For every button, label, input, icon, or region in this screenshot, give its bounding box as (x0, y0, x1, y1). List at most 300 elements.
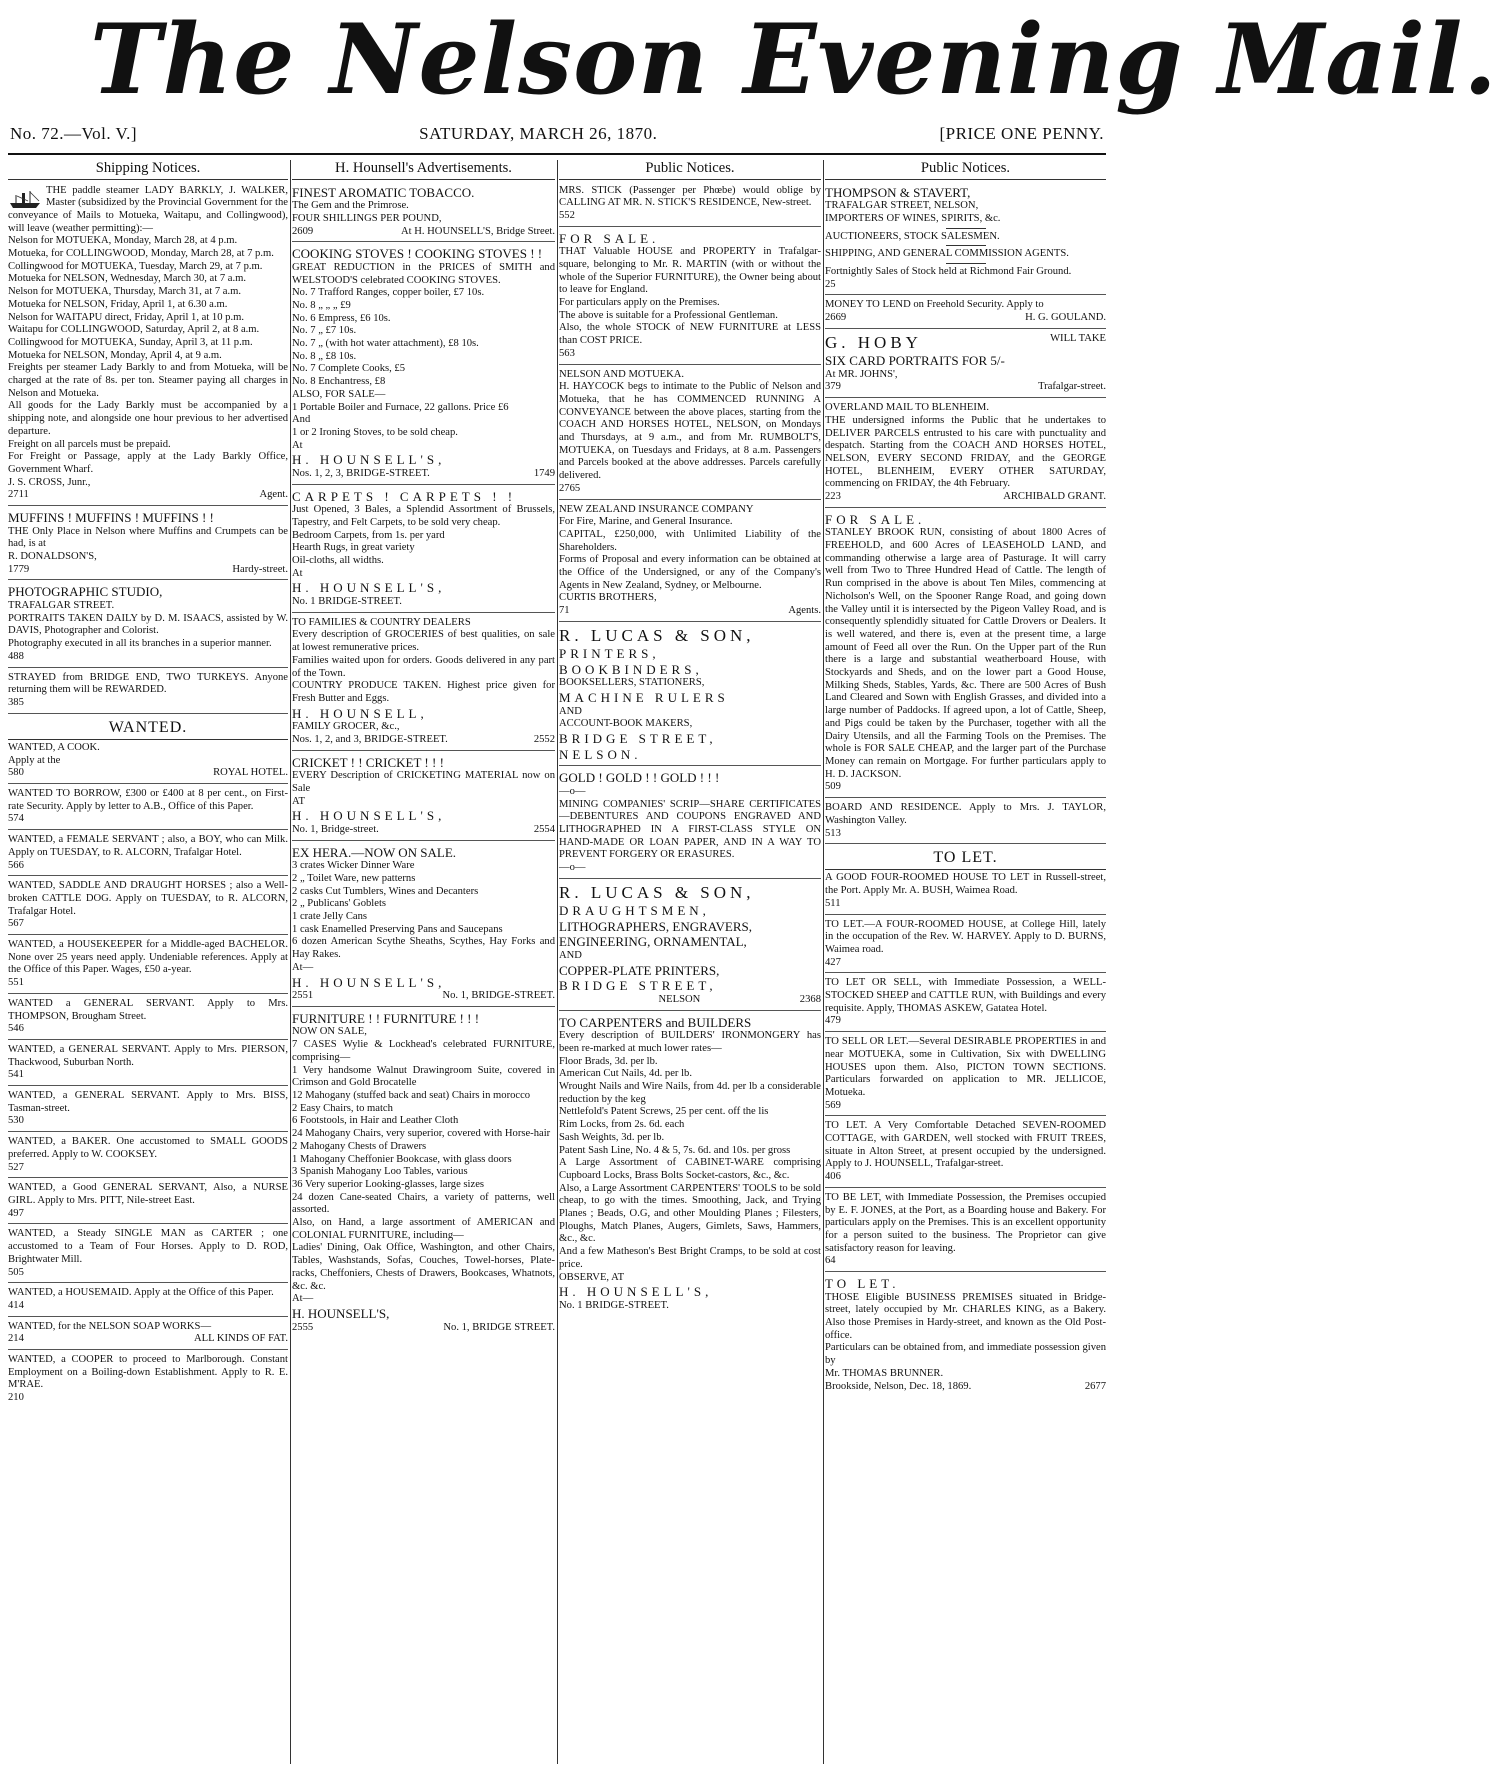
ad-signature: ROYAL HOTEL. (213, 767, 288, 779)
ad-text: ENGINEERING, ORNAMENTAL, (559, 934, 747, 950)
list-item: No. 8 Enchantress, £8 (292, 376, 386, 388)
ad-text: At (292, 439, 303, 451)
ad-heading: NELSON AND MOTUEKA. (559, 368, 685, 380)
ad-nelson-motueka (559, 367, 821, 500)
ad-text: OBSERVE, AT (559, 1271, 625, 1283)
ad-text: A Large Assortment of CABINET-WARE comprising Cupboard Locks, Brass Bolts Socket-castors, &c., &c. (559, 1157, 821, 1181)
ad-text: IMPORTERS OF WINES, SPIRITS, &c. (825, 212, 1001, 224)
ad-number: 509 (825, 781, 841, 793)
ad-to-let (825, 1118, 1106, 1188)
ad-number: 574 (8, 813, 24, 825)
ad-text: Apply at the (8, 754, 61, 766)
list-item: 12 Mahogany (stuffed back and seat) Chairs in morocco (292, 1090, 531, 1101)
list-item: Sash Weights, 3d. per lb. (559, 1131, 665, 1143)
ad-muffins (8, 508, 288, 580)
ad-money-to-lend (825, 297, 1106, 328)
ad-text: Particulars can be obtained from, and immediate possession given by (825, 1342, 1106, 1367)
ad-heading: MUFFINS ! MUFFINS ! MUFFINS ! ! (8, 510, 214, 526)
ad-number: 546 (8, 1023, 24, 1035)
ad-number: 527 (8, 1161, 24, 1173)
ad-address: TRAFALGAR STREET, NELSON, (825, 200, 979, 212)
ad-text: THOSE Eligible BUSINESS PREMISES situated in Bridge-street, lately occupied by Mr. CHARLES KING, as a Bakery. Also those Premises in Hardy-street, and known as the Old Post-office. (825, 1291, 1106, 1341)
ad-heading: G. HOBY (825, 332, 922, 352)
ad-text: COPPER-PLATE PRINTERS, (559, 962, 720, 978)
section-header: Shipping Notices. (8, 160, 288, 180)
ad-text: H. HAYCOCK begs to intimate to the Public of Nelson and Motueka, that he has COMMENCED RUNNING A CONVEYANCE between the above places, starting from the COACH AND HORSES HOTEL, NELSON, on Mondays and Thursdays, at 9 a.m., and from Mr. RUMBOLT'S, MOTUEKA, on Tuesdays and Fridays, at 8 a.m. Passengers and Parcels booked at the above addresses. Parcels carefully delivered. (559, 381, 821, 482)
ad-stanley-brook-run (825, 510, 1106, 798)
list-item: 1 Mahogany Cheffonier Bookcase, with glass doors (292, 1153, 512, 1165)
ad-signature: Mr. THOMAS BRUNNER. (825, 1367, 944, 1379)
ad-board-residence (825, 800, 1106, 844)
schedule-line: Nelson for WAITAPU direct, Friday, April 1, at 10 p.m. (8, 311, 245, 323)
ad-number: 497 (8, 1207, 24, 1219)
ad-text: BOARD AND RESIDENCE. Apply to Mrs. J. TAYLOR, Washington Valley. (825, 802, 1106, 826)
column-rule (557, 160, 558, 1764)
ad-text: EVERY Description of CRICKETING MATERIAL now on Sale (292, 770, 555, 794)
ad-text: TO SELL OR LET.—Several DESIRABLE PROPERTIES in and near MOTUEKA, some in Cultivation, Six with DWELLING HOUSES upon them. Also, PICTON TOWN SECTIONS. Particulars forwarded on application to MR. JELLICOE, Motueka. (825, 1036, 1106, 1098)
ad-signature: H. HOUNSELL'S, (559, 1284, 713, 1300)
ad-text: Forms of Proposal and every information can be obtained at the Office of the Undersigned, or any of the Company's Agents in New Zealand, Sydney, or Melbourne. (559, 554, 821, 591)
section-header: H. Hounsell's Advertisements. (292, 160, 555, 180)
ad-text: AND (559, 950, 582, 962)
ad-text: 7 CASES Wylie & Lockhead's celebrated FURNITURE, comprising— (292, 1039, 555, 1063)
ad-text: Also, a Large Assortment CARPENTERS' TOOLS to be sold cheap, to go with the times. Smoothing, Jack, and Trying Planes ; Beads, O.G, and other Moulding Planes ; Filesters, Ploughs, Match Planes, Augers, Gimlets, Saws, Hammers, &c., &c. (559, 1182, 821, 1245)
ad-text: PORTRAITS TAKEN DAILY by D. M. ISAACS, assisted by W. DAVIS, Photographer and Colorist. (8, 612, 288, 637)
ad-number: 479 (825, 1015, 841, 1027)
ad-text: For particulars apply on the Premises. (559, 297, 720, 309)
ad-text: THE undersigned informs the Public that he undertakes to DELIVER PARCELS entrusted to his care with punctuality and despatch. Starting from the COACH AND HORSES HOTEL, NELSON, EVERY SECOND FRIDAY, and the GEORGE HOTEL, BLENHEIM, EVERY OTHER SATURDAY, commencing on FRIDAY, the 4th February. (825, 414, 1106, 490)
ad-text: PRINTERS, (559, 646, 660, 662)
list-item: Floor Brads, 3d. per lb. (559, 1055, 658, 1067)
ad-number: 1749 (533, 467, 555, 479)
ad-text: All goods for the Lady Barkly must be accompanied by a shipping note, and alongside one hour previous to her advertised departure. (8, 400, 288, 437)
ad-address: No. 1 BRIDGE-STREET. (559, 1299, 669, 1311)
ad-text: LITHOGRAPHERS, ENGRAVERS, (559, 918, 752, 934)
ad-text: WANTED, a HOUSEMAID. Apply at the Office of this Paper. (8, 1287, 274, 1299)
ad-divider: —o— (559, 785, 586, 797)
ad-text: 1 Portable Boiler and Furnace, 22 gallons. Price £6 (292, 401, 509, 413)
schedule-line: Motueka, for COLLINGWOOD, Monday, March 28, at 7 p.m. (8, 248, 274, 260)
ad-number: 513 (825, 827, 841, 839)
ad-text: TO LET. A Very Comfortable Detached SEVEN-ROOMED COTTAGE, with GARDEN, well stocked with FRUIT TREES, situate in Alton Street, at present occupied by the undersigned. Apply to J. HOUNSELL, Trafalgar-street. (825, 1120, 1106, 1170)
ad-to-let (825, 975, 1106, 1032)
ad-signature: Agent. (259, 489, 288, 501)
ad-text: TO LET OR SELL, with Immediate Possession, a WELL-STOCKED SHEEP and CATTLE RUN, with Buildings and every requisite. Apply, THOMAS ASKEW, Gatatea Hotel. (825, 977, 1106, 1014)
schedule-line: Waitapu for COLLINGWOOD, Saturday, April 2, at 8 a.m. (8, 324, 260, 336)
ad-strayed (8, 670, 288, 714)
ad-divider: —o— (559, 862, 586, 874)
ad-text: WANTED a GENERAL SERVANT. Apply to Mrs. THOMPSON, Brougham Street. (8, 997, 288, 1022)
ad-wanted (8, 878, 288, 935)
schedule-line: Collingwood for MOTUEKA, Sunday, April 3, at 11 p.m. (8, 336, 253, 348)
list-item: 3 crates Wicker Dinner Ware (292, 860, 415, 872)
ad-text: And a few Matheson's Best Bright Cramps, to be sold at cost price. (559, 1246, 821, 1270)
ad-wanted (8, 996, 288, 1040)
ad-number: 2669 (825, 312, 847, 324)
ad-text: At— (292, 961, 314, 973)
ad-text: DRAUGHTSMEN, (559, 903, 710, 919)
ad-wanted (8, 1285, 288, 1316)
ad-signature: H. HOUNSELL'S, (292, 1305, 390, 1321)
ad-text: AND (559, 705, 582, 717)
list-item: 24 Mahogany Chairs, very superior, covered with Horse-hair (292, 1128, 551, 1140)
ad-text: MONEY TO LEND on Freehold Security. Apply to (825, 299, 1044, 311)
ad-text: At (292, 567, 303, 579)
list-item: Nettlefold's Patent Screws, 25 per cent. off the lis (559, 1106, 769, 1118)
masthead-title: The Nelson Evening Mail. (90, 3, 1498, 116)
ad-to-let (825, 1190, 1106, 1272)
ad-number: 580 (8, 767, 24, 779)
ad-number: 71 (559, 605, 570, 617)
ad-text: MACHINE RULERS (559, 690, 729, 706)
ad-text: And (292, 414, 311, 426)
ad-to-let (825, 1034, 1106, 1116)
list-item: No. 8 „ „ „ £9 (292, 299, 351, 311)
ad-number: 2368 (799, 993, 821, 1005)
ad-heading: R. LUCAS & SON, (559, 625, 755, 645)
ad-tobacco (292, 183, 555, 243)
ad-text: AUCTIONEERS, STOCK SALESMEN. (825, 230, 1000, 242)
ad-text: AT (292, 795, 305, 807)
divider (946, 228, 986, 229)
ad-number: 379 (825, 381, 841, 393)
ad-wanted (8, 1319, 288, 1350)
ad-number: 1779 (8, 563, 30, 575)
ad-number: 210 (8, 1392, 24, 1404)
ad-number: 427 (825, 956, 841, 968)
ad-signature: H. G. GOULAND. (1025, 312, 1106, 324)
ad-signature: H. HOUNSELL'S, (292, 974, 446, 990)
ad-text: Families waited upon for orders. Goods delivered in any part of the Town. (292, 654, 555, 679)
ad-number: 552 (559, 209, 575, 221)
list-item: 2 casks Cut Tumblers, Wines and Decanters (292, 885, 479, 897)
ad-text: WANTED, a GENERAL SERVANT. Apply to Mrs. BISS, Tasman-street. (8, 1090, 288, 1114)
ad-heading: NEW ZEALAND INSURANCE COMPANY (559, 503, 754, 515)
ad-heading: CARPETS ! CARPETS ! ! (292, 488, 517, 504)
ad-wanted (8, 1226, 288, 1283)
list-item: No. 6 Empress, £6 10s. (292, 312, 391, 324)
issue-number: No. 72.—Vol. V.] (10, 123, 138, 143)
list-item: 2 „ Publicans' Goblets (292, 898, 387, 910)
ad-lucas-printers (559, 624, 821, 766)
list-item: No. 7 „ £7 10s. (292, 325, 357, 337)
ad-heading: EX HERA.—NOW ON SALE. (292, 844, 457, 860)
ad-number: 2551 (292, 990, 314, 1002)
ad-number: 530 (8, 1115, 24, 1127)
list-item: 1 crate Jelly Cans (292, 911, 368, 923)
section-header-to-let: TO LET. (825, 846, 1106, 870)
column-shipping-wanted (8, 160, 288, 1766)
ad-text: Every description of GROCERIES of best qualities, on sale at lowest remunerative prices. (292, 629, 555, 654)
ad-number: 488 (8, 650, 24, 662)
issue-price: [PRICE ONE PENNY. (939, 123, 1104, 143)
ad-text: Ladies' Dining, Oak Office, Washington, and other Chairs, Tables, Washstands, Sofas, Couches, Towel-horses, Plate-racks, Cheffoniers, Chests of Drawers, Bookcases, Whatnots, &c. &c. (292, 1242, 555, 1292)
ad-number: 385 (8, 697, 24, 708)
ad-to-let-business-premises (825, 1274, 1106, 1396)
ad-wanted (8, 1042, 288, 1086)
section-header-wanted: WANTED. (8, 716, 288, 740)
ad-text: MINING COMPANIES' SCRIP—SHARE CERTIFICATES—DEBENTURES AND COUPONS ENGRAVED AND LITHOGRAPHED IN A FIRST-CLASS STYLE ON HAND-MADE OR LOAN PAPER, AND IN A WAY TO PREVENT FORGERY OR ERASURES. (559, 798, 821, 861)
column-public-notices-1 (559, 160, 821, 1766)
ad-text: WANTED, a GENERAL SERVANT. Apply to Mrs. PIERSON, Thackwood, Suburban North. (8, 1043, 288, 1068)
ad-number: 414 (8, 1299, 24, 1311)
ad-subheading: The Gem and the Primrose. (292, 200, 409, 212)
ad-text: THE paddle steamer LADY BARKLY, J. WALKER, Master (subsidized by the Provincial Government for the conveyance of Mails to Motueka, Waitapu, and Collingwood), will leave (weather permitting):— (8, 184, 288, 234)
ad-number: 566 (8, 859, 24, 871)
ad-heading: OVERLAND MAIL TO BLENHEIM. (825, 402, 989, 414)
ad-signature: H. HOUNSELL, (292, 705, 428, 721)
ad-text: FOUR SHILLINGS PER POUND, (292, 212, 442, 224)
ad-nz-insurance (559, 502, 821, 622)
ad-number: 223 (825, 491, 841, 503)
ad-number: 551 (8, 977, 24, 989)
schedule-line: Nelson for MOTUEKA, Monday, March 28, at 4 p.m. (8, 235, 238, 247)
ad-address: NELSON (658, 993, 701, 1005)
ad-text: ACCOUNT-BOOK MAKERS, (559, 718, 693, 730)
ad-heading: PHOTOGRAPHIC STUDIO, (8, 584, 163, 600)
ad-heading: CRICKET ! ! CRICKET ! ! ! (292, 754, 444, 770)
ad-text: The above is suitable for a Professional Gentleman. (559, 309, 778, 321)
ad-wanted-cook (8, 740, 288, 784)
ad-text: SIX CARD PORTRAITS FOR 5/- (825, 353, 1005, 369)
schedule-line: Motueka for NELSON, Friday, April 1, at 6.30 a.m. (8, 298, 228, 310)
ad-to-let (825, 870, 1106, 914)
ad-wanted (8, 786, 288, 830)
ad-subheading: FAMILY GROCER, &c., (292, 721, 400, 733)
ad-cooking-stoves (292, 244, 555, 484)
ad-number: 214 (8, 1333, 24, 1345)
ad-heading: FINEST AROMATIC TOBACCO. (292, 184, 475, 200)
divider (946, 263, 986, 264)
ad-text: WANTED, for the NELSON SOAP WORKS— (8, 1320, 212, 1332)
list-item: 6 dozen American Scythe Sheaths, Scythes, Hay Forks and Hay Rakes. (292, 936, 555, 961)
ad-text: WANTED, a FEMALE SERVANT ; also, a BOY, who can Milk. Apply on TUESDAY, to R. ALCORN, Trafalgar Hotel. (8, 834, 288, 858)
ad-wanted (8, 1088, 288, 1132)
ad-carpenters-builders (559, 1013, 821, 1316)
ad-signature: H. HOUNSELL'S, (292, 808, 446, 824)
ad-text: MRS. STICK (Passenger per Phœbe) would oblige by CALLING AT MR. N. STICK'S RESIDENCE, New-street. (559, 184, 821, 209)
ad-gold-scrip (559, 768, 821, 879)
ad-text: Fortnightly Sales of Stock held at Richmond Fair Ground. (825, 265, 1072, 277)
list-item: American Cut Nails, 4d. per lb. (559, 1068, 692, 1080)
ad-heading: R. LUCAS & SON, (559, 882, 755, 902)
ad-text: Freight on all parcels must be prepaid. (8, 438, 171, 450)
issue-date: SATURDAY, MARCH 26, 1870. (419, 123, 658, 143)
ad-text: BOOKBINDERS, (559, 661, 703, 677)
column-rule (290, 160, 291, 1764)
ad-text: 1 or 2 Ironing Stoves, to be sold cheap. (292, 426, 458, 438)
ad-number: 511 (825, 897, 841, 909)
ad-heading: FOR SALE. (825, 511, 926, 527)
ad-number: 25 (825, 278, 836, 290)
list-item: No. 7 „ (with hot water attachment), £8 10s. (292, 338, 479, 350)
ad-number: 563 (559, 347, 575, 359)
ad-heading: TO LET. (825, 1276, 900, 1292)
schedule-line: Nelson for MOTUEKA, Thursday, March 31, at 7 a.m. (8, 286, 242, 298)
list-item: 2 Easy Chairs, to match (292, 1102, 393, 1114)
section-header: Public Notices. (559, 160, 821, 180)
ad-cricket (292, 753, 555, 841)
ad-text: NELSON. (559, 746, 642, 762)
list-item: Oil-cloths, all widths. (292, 555, 384, 567)
ad-subheading: NOW ON SALE, (292, 1026, 367, 1038)
ad-text: ALL KINDS OF FAT. (194, 1333, 288, 1345)
ad-mrs-stick (559, 183, 821, 227)
list-item: 1 cask Enamelled Preserving Pans and Saucepans (292, 923, 503, 935)
ad-text: STANLEY BROOK RUN, consisting of about 1800 Acres of FREEHOLD, and 600 Acres of LEASEHOLD LAND, and commanding otherwise a large area of Pasturage. It will carry well from Two to Three Hundred Head of Cattle. The length of Run comprised in the above is about Ten Miles, commencing at Nicholson's Well, on the Spooner Range Road, and going down the Valley until it is intersected by the Pigeon Valley Road, and is consequently splendidly situated for Cattle Drovers or Dealers. It is well watered, and there is, even at the present time, a large amount of Feed all over the Run. On the Upper part of the Run there is a large and substantial weatherboard House, with Stockyards and Sheds, and on the lower part a Good House, Milking Sheds, Stables, Yards, &c. There are 500 Acres of Bush Land Cleared and Sown with English Grasses, and divided into a large number of Paddocks. If agreed upon, a lot of Cattle, Sheep, and Pigs could be taken by the Purchaser, together with all the Dairy Utensils, and all the Farming Tools on the Premises. The whole is FOR SALE CHEAP, and the larger part of the Purchase Money can remain on Mortgage. For further particulars apply to H. D. JACKSON. (825, 527, 1106, 780)
ad-text: At— (292, 1293, 314, 1305)
ad-text: Also, on Hand, a large assortment of AMERICAN and COLONIAL FURNITURE, including— (292, 1217, 555, 1241)
ad-text: WANTED, a Steady SINGLE MAN as CARTER ; one accustomed to a Team of Four Horses. Apply to D. ROD, Brightwater Mill. (8, 1228, 288, 1265)
ad-text: Also, the whole STOCK of NEW FURNITURE at LESS than COST PRICE. (559, 322, 821, 347)
ad-families (292, 615, 555, 751)
list-item: Hearth Rugs, in great variety (292, 542, 415, 554)
ad-carpets (292, 487, 555, 613)
list-item: 1 Very handsome Walnut Drawingroom Suite, covered in Crimson and Gold Brocatelle (292, 1064, 555, 1089)
list-item: Wrought Nails and Wire Nails, from 4d. per lb a considerable reduction by the keg (559, 1081, 821, 1105)
ad-number: 2552 (533, 733, 555, 745)
ad-wanted (8, 937, 288, 994)
ad-signature: J. S. CROSS, Junr., (8, 476, 91, 488)
ad-text: At MR. JOHNS', (825, 368, 898, 380)
ad-text: WANTED, a BAKER. One accustomed to SMALL GOODS preferred. Apply to W. COOKSEY. (8, 1136, 288, 1160)
ad-furniture (292, 1009, 555, 1337)
ad-text: WILL TAKE (1050, 332, 1106, 344)
ad-number: 2609 (292, 225, 314, 237)
schedule-line: Motueka for NELSON, Monday, April 4, at 9 a.m. (8, 349, 222, 361)
ad-heading: FURNITURE ! ! FURNITURE ! ! ! (292, 1010, 480, 1026)
list-item: 24 dozen Cane-seated Chairs, a variety of patterns, well assorted. (292, 1191, 555, 1216)
steamship-icon (8, 187, 42, 209)
ad-text: WANTED, A COOK. (8, 741, 100, 753)
ad-text: COUNTRY PRODUCE TAKEN. Highest price given for Fresh Butter and Eggs. (292, 680, 555, 704)
ad-address: No. 1 BRIDGE-STREET. (292, 596, 402, 608)
list-item: 2 Mahogany Chests of Drawers (292, 1140, 427, 1152)
ad-lucas-draughtsmen (559, 881, 821, 1011)
ad-signature: CURTIS BROTHERS, (559, 592, 657, 604)
ad-text: THE Only Place in Nelson where Muffins and Crumpets can be had, is at (8, 525, 288, 550)
list-item: 3 Spanish Mahogany Loo Tables, various (292, 1166, 468, 1178)
list-item: Rim Locks, from 2s. 6d. each (559, 1119, 685, 1131)
ad-photographic-studio (8, 582, 288, 667)
ad-text: WANTED, a Good GENERAL SERVANT, Also, a NURSE GIRL. Apply to Mrs. PITT, Nile-street East. (8, 1182, 288, 1206)
ad-text: TO BE LET, with Immediate Possession, the Premises occupied by E. F. JONES, at the Port, as a Boarding house and Bakery. For particulars apply on the Premises. This is an excellent opportunity for a person suited to the business. The Proprietor can give satisfactory reason for leaving. (825, 1191, 1106, 1254)
ad-overland-mail (825, 400, 1106, 508)
ad-number: 541 (8, 1069, 24, 1081)
ad-wanted (8, 1180, 288, 1224)
dateline (10, 121, 1104, 147)
list-item: 2 „ Toilet Ware, new patterns (292, 872, 416, 884)
ad-number: 2765 (559, 482, 581, 494)
ad-number: 2555 (292, 1321, 314, 1333)
ad-number: 2711 (8, 489, 29, 501)
ad-heading: TO CARPENTERS and BUILDERS (559, 1014, 752, 1030)
ad-heading: COOKING STOVES ! COOKING STOVES ! ! (292, 246, 543, 262)
section-header: Public Notices. (825, 160, 1106, 180)
list-item: No. 7 Trafford Ranges, copper boiler, £7 10s. (292, 287, 485, 299)
ad-number: 2554 (533, 823, 555, 835)
column-hounsell (292, 160, 555, 1766)
ad-number: 2677 (1084, 1380, 1106, 1392)
ad-text: WANTED, SADDLE AND DRAUGHT HORSES ; also a Well-broken CATTLE DOG. Apply on TUESDAY, to R. ALCORN, Trafalgar Hotel. (8, 880, 288, 917)
ad-address: At H. HOUNSELL'S, Bridge Street. (400, 225, 555, 237)
ad-text: BRIDGE STREET, (559, 731, 717, 747)
ad-heading: TO FAMILIES & COUNTRY DEALERS (292, 616, 471, 628)
schedule-line: Motueka for NELSON, Wednesday, March 30, at 7 a.m. (8, 273, 247, 285)
ad-subheading: For Fire, Marine, and General Insurance. (559, 516, 733, 528)
schedule-line: Collingwood for MOTUEKA, Tuesday, March 29, at 7 p.m. (8, 260, 263, 272)
ad-to-let (825, 917, 1106, 974)
ad-text: Just Opened, 3 Bales, a Splendid Assortment of Brussels, Tapestry, and Felt Carpets, to be sold very cheap. (292, 504, 555, 528)
ad-address: No. 1, BRIDGE STREET. (443, 1321, 555, 1333)
ad-g-hoby (825, 331, 1106, 398)
ad-subheading: ALSO, FOR SALE— (292, 388, 386, 400)
ad-wanted (8, 1134, 288, 1178)
ad-text: WANTED TO BORROW, £300 or £400 at 8 per cent., on First-rate Security. Apply by letter to A.B., Office of this Paper. (8, 788, 288, 812)
ad-text: For Freight or Passage, apply at the Lady Barkly Office, Government Wharf. (8, 451, 288, 475)
ad-text: SHIPPING, AND GENERAL COMMISSION AGENTS. (825, 248, 1069, 260)
ad-heading: FOR SALE. (559, 230, 660, 246)
ad-text: Freights per steamer Lady Barkly to and from Motueka, will be charged at the rate of 8s. per ton. Steamer paying all charges in Nelson and Motueka. (8, 362, 288, 399)
ad-signature: R. DONALDSON'S, (8, 551, 97, 563)
ad-text: A GOOD FOUR-ROOMED HOUSE TO LET in Russell-street, the Port. Apply Mr. A. BUSH, Waimea Road. (825, 872, 1106, 897)
divider (946, 245, 986, 246)
ad-text: THAT Valuable HOUSE and PROPERTY in Trafalgar-square, belonging to Mr. R. MARTIN (with or without the whole of the Superior FURNITURE), the Owner being about to leave for England. (559, 246, 821, 296)
ad-signature: H. HOUNSELL'S, (292, 452, 446, 468)
ad-text: BRIDGE STREET, (559, 978, 717, 994)
ad-wanted (8, 1352, 288, 1408)
ad-text: Photography executed in all its branches in a superior manner. (8, 638, 272, 650)
ad-date: Brookside, Nelson, Dec. 18, 1869. (825, 1380, 972, 1392)
ad-text: BOOKSELLERS, STATIONERS, (559, 677, 705, 689)
column-public-notices-2 (825, 160, 1106, 1766)
column-rule (823, 160, 824, 1764)
ad-address: No. 1, BRIDGE-STREET. (442, 990, 555, 1002)
ad-address: Nos. 1, 2, and 3, BRIDGE-STREET. (292, 733, 448, 745)
ad-text: CAPITAL, £250,000, with Unlimited Liability of the Shareholders. (559, 528, 821, 553)
ad-text: STRAYED from BRIDGE END, TWO TURKEYS. Anyone returning them will be REWARDED. (8, 671, 288, 696)
ad-text: WANTED, a COOPER to proceed to Marlborough. Constant Employment on a Boiling-down Establishment. Apply to R. E. M'RAE. (8, 1354, 288, 1391)
list-item: 6 Footstools, in Hair and Leather Cloth (292, 1115, 459, 1127)
ad-address: No. 1, Bridge-street. (292, 823, 379, 835)
ad-lady-barkly (8, 183, 288, 507)
list-item: No. 7 Complete Cooks, £5 (292, 363, 405, 375)
ad-number: 505 (8, 1266, 24, 1278)
ad-heading: GOLD ! GOLD ! ! GOLD ! ! ! (559, 770, 720, 786)
ad-address: Nos. 1, 2, 3, BRIDGE-STREET. (292, 467, 430, 479)
ad-signature: H. HOUNSELL'S, (292, 580, 446, 596)
ad-signature: ARCHIBALD GRANT. (1003, 491, 1106, 503)
ad-text: TO LET.—A FOUR-ROOMED HOUSE, at College Hill, lately in the occupation of the Rev. W. HARVEY. Apply to D. BURNS, Waimea road. (825, 918, 1106, 955)
list-item: No. 8 „ £8 10s. (292, 350, 357, 362)
top-rule (8, 153, 1106, 155)
ad-number: 567 (8, 918, 24, 930)
ad-address: Hardy-street. (232, 563, 288, 575)
ad-wanted (8, 832, 288, 876)
list-item: 36 Very superior Looking-glasses, large sizes (292, 1178, 485, 1190)
ad-subheading: TRAFALGAR STREET. (8, 600, 115, 612)
list-item: Bedroom Carpets, from 1s. per yard (292, 529, 445, 541)
ad-thompson-stavert (825, 183, 1106, 296)
ad-number: 64 (825, 1255, 836, 1267)
ad-signature: Agents. (788, 605, 821, 617)
ad-ex-hera (292, 843, 555, 1007)
ad-text: Every description of BUILDERS' IRONMONGERY has been re-marked at much lower rates— (559, 1030, 821, 1054)
ad-text: WANTED, a HOUSEKEEPER for a Middle-aged BACHELOR. None over 25 years need apply. Undeniable references. Apply at the Office of this Paper. Wages, £50 a-year. (8, 939, 288, 976)
ad-for-sale-house (559, 229, 821, 365)
ad-number: 569 (825, 1099, 841, 1111)
list-item: Patent Sash Line, No. 4 & 5, 7s. 6d. and 10s. per gross (559, 1144, 791, 1156)
